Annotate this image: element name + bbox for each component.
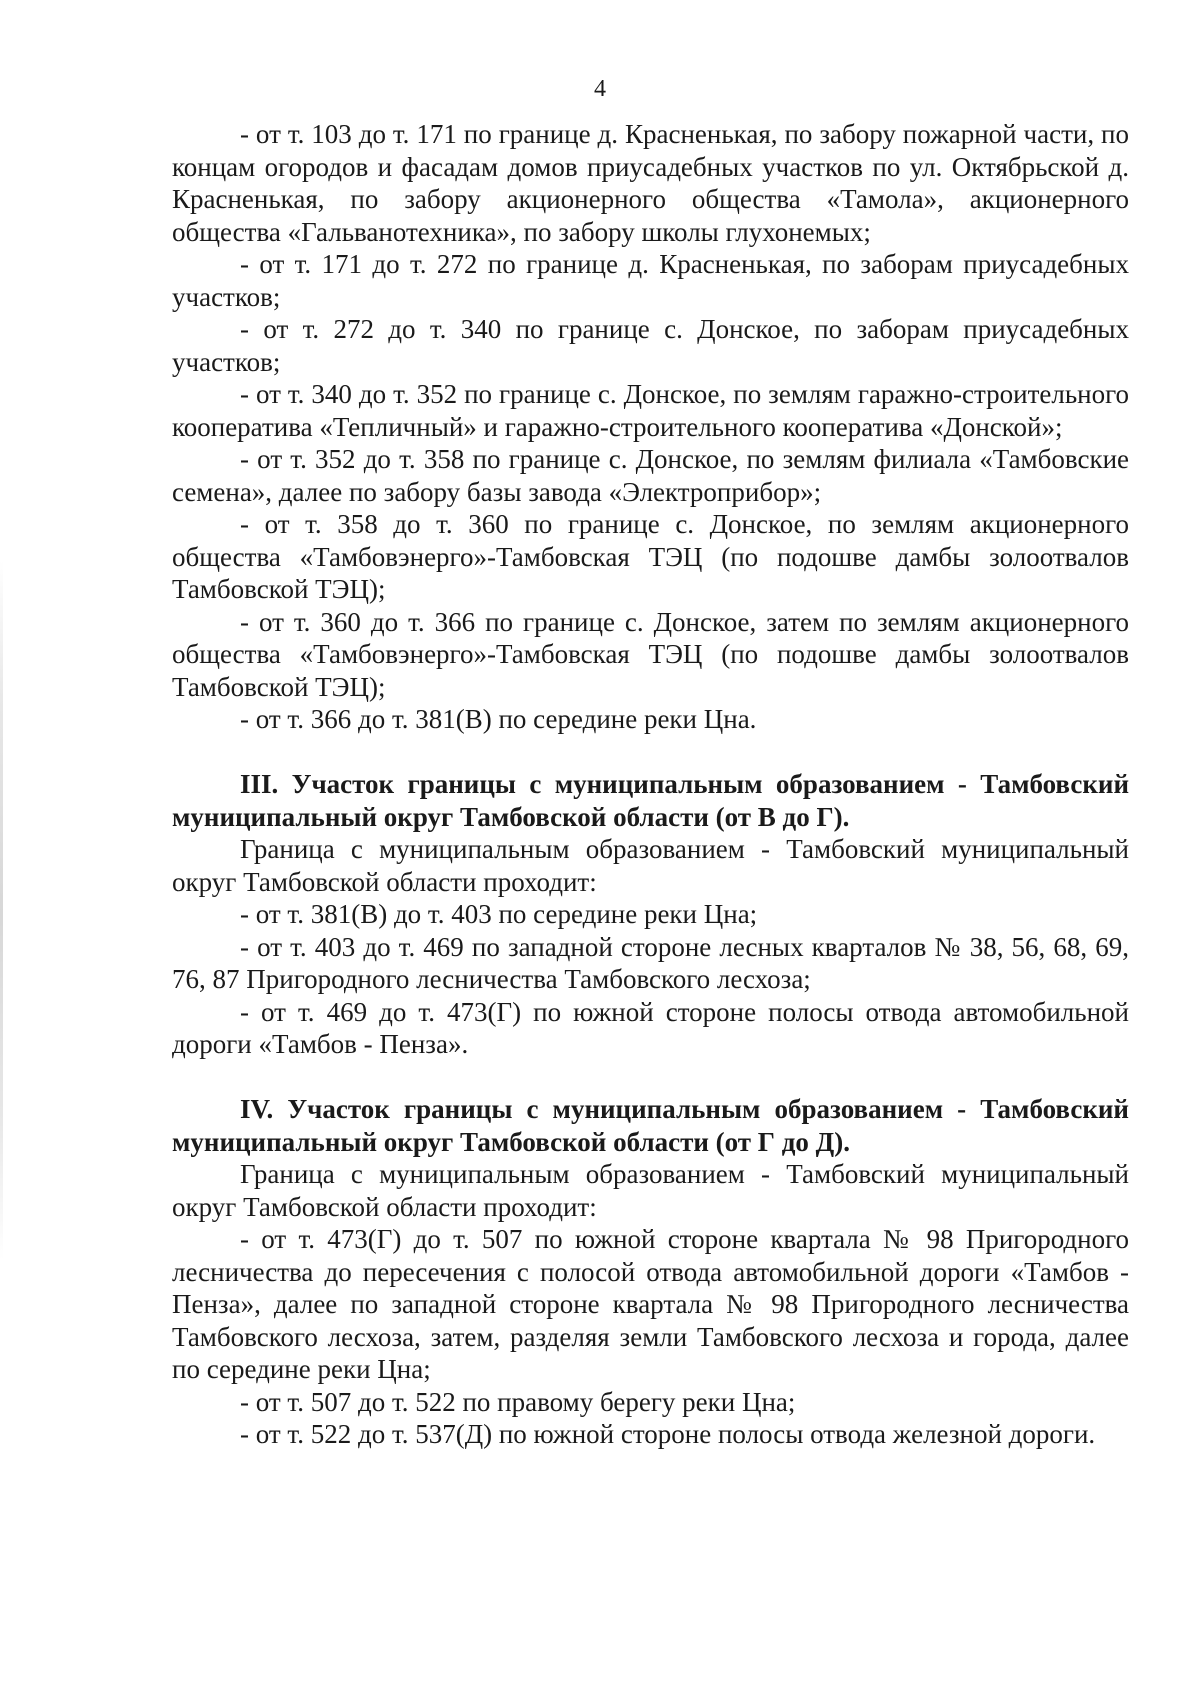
page-number: 4 (594, 76, 606, 102)
boundary-item: - от т. 360 до т. 366 по границе с. Донское, затем по землям акционерного общества «Тамбовэнерго»-Тамбовская ТЭЦ (по подошве дамбы золоотвалов Тамбовской ТЭЦ); (172, 606, 1129, 702)
boundary-item: - от т. 473(Г) до т. 507 по южной стороне квартала № 98 Пригородного лесничества до пересечения с полосой отвода автомобильной дороги «Тамбов - Пенза», далее по западной стороне квартала № 98 Пригородного лесничества Тамбовского лесхоза, затем, разделяя земли Тамбовского лесхоза и города, далее по середине реки Цна; (172, 1224, 1129, 1384)
section-4-intro: Граница с муниципальным образованием - Тамбовский муниципальный округ Тамбовской области проходит: (172, 1159, 1129, 1222)
document-body (172, 118, 1129, 1451)
boundary-item: - от т. 522 до т. 537(Д) по южной стороне полосы отвода железной дороги. (240, 1419, 1096, 1449)
boundary-item: - от т. 469 до т. 473(Г) по южной стороне полосы отвода автомобильной дороги «Тамбов - Пенза». (172, 996, 1129, 1059)
boundary-item: - от т. 352 до т. 358 по границе с. Донское, по землям филиала «Тамбовские семена», далее по забору базы завода «Электроприбор»; (172, 444, 1129, 507)
boundary-item: - от т. 366 до т. 381(В) по середине реки Цна. (240, 704, 757, 734)
boundary-item: - от т. 340 до т. 352 по границе с. Донское, по землям гаражно-строительного кооператива «Тепличный» и гаражно-строительного кооператива «Донской»; (172, 379, 1129, 442)
boundary-item: - от т. 358 до т. 360 по границе с. Донское, по землям акционерного общества «Тамбовэнерго»-Тамбовская ТЭЦ (по подошве дамбы золоотвалов Тамбовской ТЭЦ); (172, 509, 1129, 604)
boundary-item: - от т. 403 до т. 469 по западной стороне лесных кварталов № 38, 56, 68, 69, 76, 87 Пригородного лесничества Тамбовского лесхоза; (172, 931, 1129, 994)
section-4-heading: IV. Участок границы с муниципальным образованием - Тамбовский муниципальный округ Тамбовской области (от Г до Д). (172, 1094, 1129, 1157)
boundary-item: - от т. 381(В) до т. 403 по середине реки Цна; (240, 899, 758, 929)
section-3-heading: III. Участок границы с муниципальным образованием - Тамбовский муниципальный округ Тамбовской области (от В до Г). (172, 769, 1129, 832)
boundary-item: - от т. 171 до т. 272 по границе д. Красненькая, по заборам приусадебных участков; (172, 249, 1129, 312)
section-3-intro: Граница с муниципальным образованием - Тамбовский муниципальный округ Тамбовской области проходит: (172, 834, 1129, 897)
boundary-item: - от т. 272 до т. 340 по границе с. Донское, по заборам приусадебных участков; (172, 314, 1129, 377)
scan-edge-shadow (0, 560, 3, 1260)
boundary-item: - от т. 103 до т. 171 по границе д. Красненькая, по забору пожарной части, по концам огородов и фасадам домов приусадебных участков по ул. Октябрьской д. Красненькая, по забору акционерного общества «Тамола», акционерного общества «Гальванотехника», по забору школы глухонемых; (172, 119, 1129, 247)
boundary-item: - от т. 507 до т. 522 по правому берегу реки Цна; (240, 1386, 796, 1417)
